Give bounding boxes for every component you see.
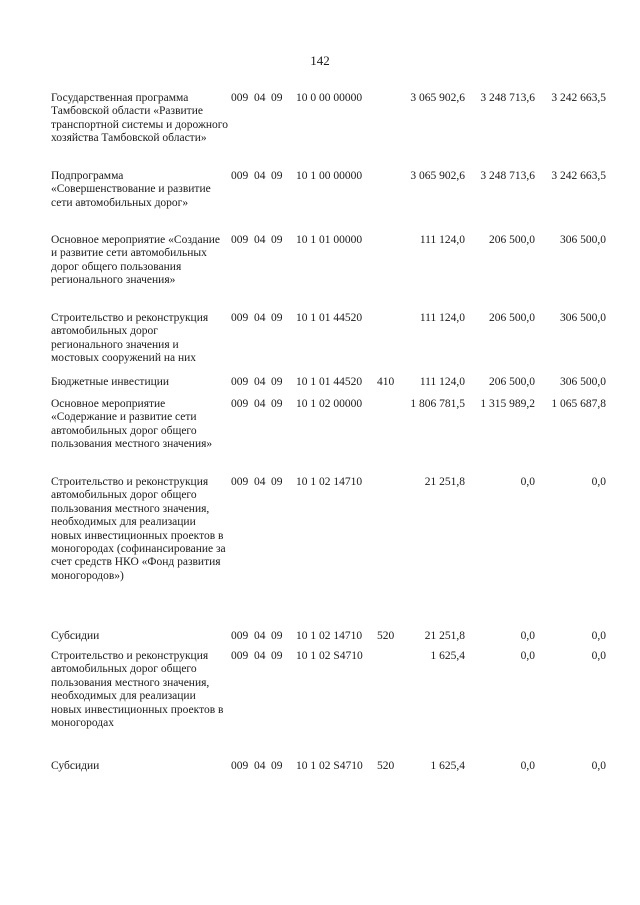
amount-year-2: 206 500,0 xyxy=(489,312,535,324)
subsection-code: 09 xyxy=(271,476,283,488)
subsection-code: 09 xyxy=(271,650,283,662)
amount-year-2: 206 500,0 xyxy=(489,376,535,388)
subsection-code: 09 xyxy=(271,376,283,388)
expense-type-code: 410 xyxy=(377,376,395,388)
expense-type-code: 520 xyxy=(377,760,395,772)
section-code: 04 xyxy=(254,760,266,772)
section-code: 04 xyxy=(254,170,266,182)
section-code: 04 xyxy=(254,398,266,410)
target-article-code: 10 1 01 44520 xyxy=(296,376,363,388)
target-article-code: 10 0 00 00000 xyxy=(296,92,363,104)
amount-year-3: 1 065 687,8 xyxy=(551,398,606,410)
target-article-code: 10 1 02 14710 xyxy=(296,630,363,642)
ministry-code: 009 xyxy=(231,234,249,246)
amount-year-1: 1 625,4 xyxy=(430,760,465,772)
subsection-code: 09 xyxy=(271,170,283,182)
amount-year-2: 3 248 713,6 xyxy=(480,170,535,182)
target-article-code: 10 1 01 44520 xyxy=(296,312,363,324)
amount-year-1: 111 124,0 xyxy=(419,234,465,246)
amount-year-2: 0,0 xyxy=(520,760,535,772)
row-name: Строительство и реконструкция автомобильных дорог общего пользования местного значения, необходимых для реализации новых инвестиционных проектов в моногородах (софинансирование за счет средств НКО «Фонд развития моногородов») xyxy=(51,476,226,582)
amount-year-1: 3 065 902,6 xyxy=(410,170,465,182)
target-article-code: 10 1 02 00000 xyxy=(296,398,363,410)
target-article-code: 10 1 02 S4710 xyxy=(296,760,363,772)
subsection-code: 09 xyxy=(271,398,283,410)
section-code: 04 xyxy=(254,92,266,104)
row-name: Строительство и реконструкция автомобильных дорог общего пользования местного значения, необходимых для реализации новых инвестиционных проектов в моногородах xyxy=(51,650,224,730)
target-article-code: 10 1 00 00000 xyxy=(296,170,363,182)
page-number: 142 xyxy=(310,53,330,68)
amount-year-3: 0,0 xyxy=(591,650,606,662)
amount-year-1: 1 806 781,5 xyxy=(410,398,465,410)
amount-year-1: 111 124,0 xyxy=(419,312,465,324)
row-name: Основное мероприятие «Создание и развитие сети автомобильных дорог общего пользования регионального значения» xyxy=(51,234,221,287)
ministry-code: 009 xyxy=(231,376,249,388)
amount-year-3: 306 500,0 xyxy=(560,312,606,324)
amount-year-2: 0,0 xyxy=(520,476,535,488)
ministry-code: 009 xyxy=(231,760,249,772)
amount-year-2: 0,0 xyxy=(520,630,535,642)
amount-year-3: 0,0 xyxy=(591,630,606,642)
ministry-code: 009 xyxy=(231,312,249,324)
target-article-code: 10 1 02 S4710 xyxy=(296,650,363,662)
target-article-code: 10 1 01 00000 xyxy=(296,234,363,246)
target-article-code: 10 1 02 14710 xyxy=(296,476,363,488)
amount-year-1: 21 251,8 xyxy=(424,476,465,488)
amount-year-2: 0,0 xyxy=(520,650,535,662)
amount-year-1: 1 625,4 xyxy=(430,650,465,662)
amount-year-3: 0,0 xyxy=(591,476,606,488)
ministry-code: 009 xyxy=(231,630,249,642)
subsection-code: 09 xyxy=(271,760,283,772)
subsection-code: 09 xyxy=(271,234,283,246)
amount-year-3: 306 500,0 xyxy=(560,234,606,246)
row-name: Строительство и реконструкция автомобильных дорог регионального значения и мостовых сооружений на них xyxy=(51,312,209,365)
amount-year-3: 3 242 663,5 xyxy=(551,170,606,182)
ministry-code: 009 xyxy=(231,92,249,104)
ministry-code: 009 xyxy=(231,398,249,410)
amount-year-2: 3 248 713,6 xyxy=(480,92,535,104)
row-name: Бюджетные инвестиции xyxy=(51,376,170,388)
row-name: Субсидии xyxy=(51,760,100,772)
row-name: Подпрограмма «Совершенствование и развитие сети автомобильных дорог» xyxy=(51,170,211,209)
section-code: 04 xyxy=(254,312,266,324)
row-name: Основное мероприятие «Содержание и развитие сети автомобильных дорог общего пользования местного значения» xyxy=(51,398,213,451)
ministry-code: 009 xyxy=(231,170,249,182)
amount-year-3: 3 242 663,5 xyxy=(551,92,606,104)
ministry-code: 009 xyxy=(231,476,249,488)
row-name: Государственная программа Тамбовской области «Развитие транспортной системы и дорожного хозяйства Тамбовской области» xyxy=(51,92,228,145)
subsection-code: 09 xyxy=(271,630,283,642)
amount-year-3: 0,0 xyxy=(591,760,606,772)
ministry-code: 009 xyxy=(231,650,249,662)
subsection-code: 09 xyxy=(271,92,283,104)
row-name: Субсидии xyxy=(51,630,100,642)
amount-year-1: 21 251,8 xyxy=(424,630,465,642)
expense-type-code: 520 xyxy=(377,630,395,642)
amount-year-1: 111 124,0 xyxy=(419,376,465,388)
amount-year-1: 3 065 902,6 xyxy=(410,92,465,104)
section-code: 04 xyxy=(254,376,266,388)
amount-year-2: 1 315 989,2 xyxy=(480,398,535,410)
section-code: 04 xyxy=(254,650,266,662)
amount-year-3: 306 500,0 xyxy=(560,376,606,388)
amount-year-2: 206 500,0 xyxy=(489,234,535,246)
subsection-code: 09 xyxy=(271,312,283,324)
section-code: 04 xyxy=(254,476,266,488)
section-code: 04 xyxy=(254,234,266,246)
section-code: 04 xyxy=(254,630,266,642)
